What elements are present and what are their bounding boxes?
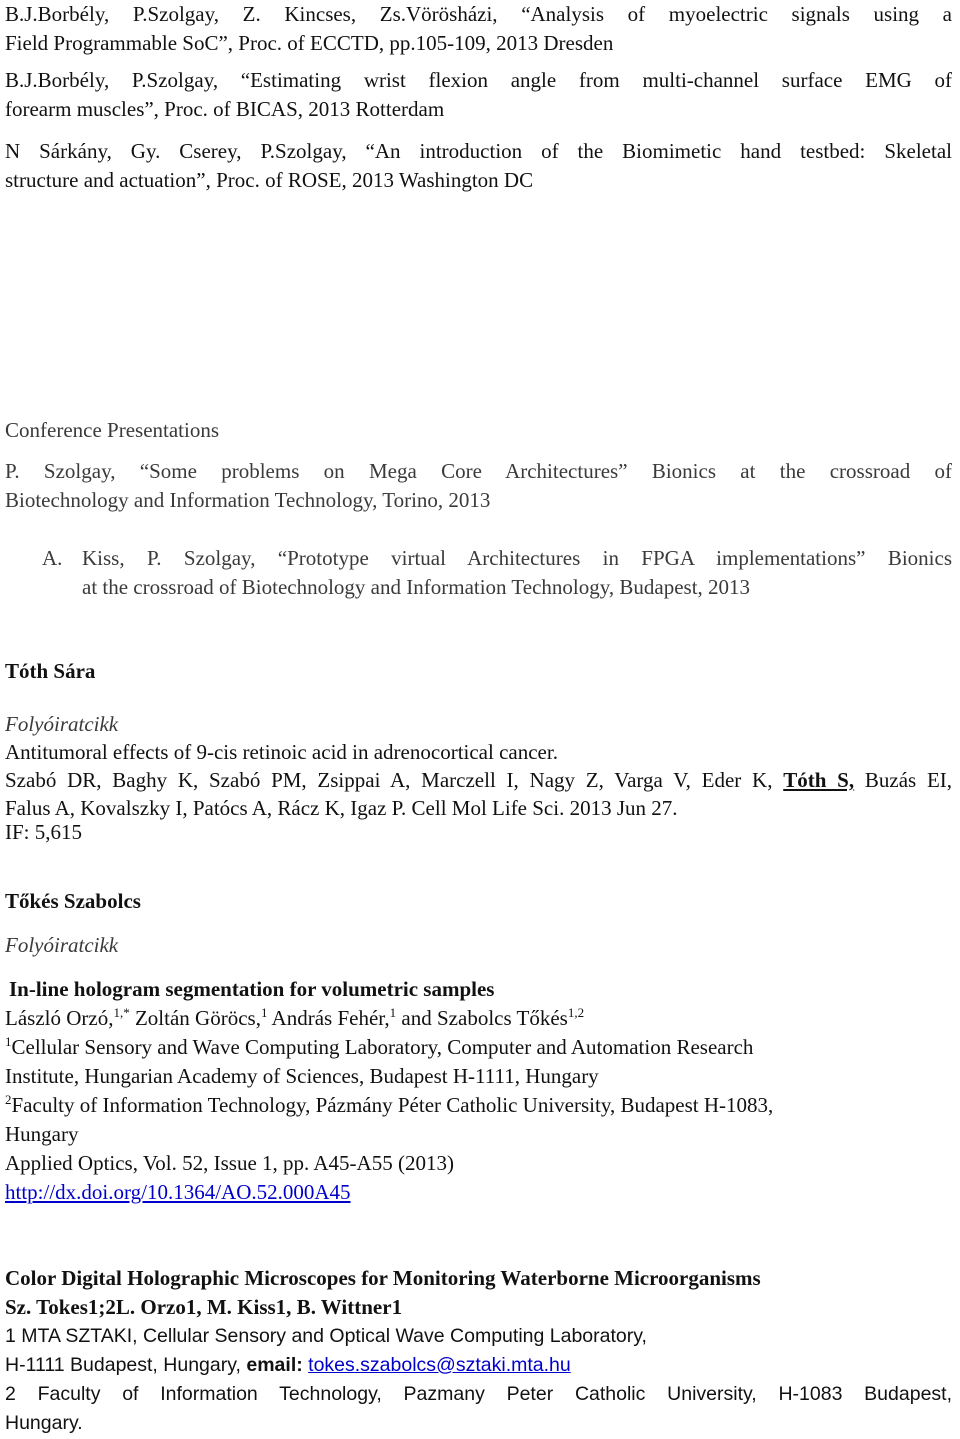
doi-row: [5, 1178, 952, 1207]
affiliation-mark: 1,2: [567, 1005, 585, 1020]
affiliation-mark: 2: [5, 1092, 12, 1107]
conference-entry-marker: A.: [42, 546, 63, 570]
author: László Orzó,: [5, 1006, 114, 1030]
publication-entry-line: structure and actuation”, Proc. of ROSE, 2013 Washington DC: [5, 168, 534, 192]
affiliation-text: H-1111 Budapest, Hungary,: [5, 1354, 241, 1376]
article-authors-cont: Falus A, Kovalszky I, Patócs A, Rácz K, Igaz P. Cell Mol Life Sci. 2013 Jun 27.: [5, 796, 678, 820]
conference-entry-line: Kiss, P. Szolgay, “Prototype virtual Architectures in FPGA implementations” Bionics: [82, 546, 952, 570]
journal-citation: Applied Optics, Vol. 52, Issue 1, pp. A45-A55 (2013): [5, 1151, 454, 1175]
article-authors: Sz. Tokes1;2L. Orzo1, M. Kiss1, B. Wittner1: [5, 1295, 403, 1319]
author: Zoltán Göröcs,: [134, 1006, 261, 1030]
author-list: Szabó DR, Baghy K, Szabó PM, Zsippai A, Marczell I, Nagy Z, Varga V, Eder K,: [5, 768, 773, 792]
author: András Fehér,: [271, 1006, 390, 1030]
affiliation-mark: 1: [389, 1005, 397, 1020]
email-label: email:: [246, 1354, 303, 1376]
affiliation: [5, 1033, 952, 1062]
article-title: In-line hologram segmentation for volumetric samples: [9, 977, 495, 1001]
category-label: Folyóiratcikk: [5, 712, 119, 736]
publication-entry-line: forearm muscles”, Proc. of BICAS, 2013 Rotterdam: [5, 97, 445, 121]
conference-entry-line: Biotechnology and Information Technology, Torino, 2013: [5, 488, 491, 512]
affiliation: 1 MTA SZTAKI, Cellular Sensory and Optical Wave Computing Laboratory,: [5, 1325, 647, 1347]
article-authors: [5, 766, 952, 795]
author: and Szabolcs Tőkés: [401, 1006, 568, 1030]
conference-entry-line: P. Szolgay, “Some problems on Mega Core Architectures” Bionics at the crossroad of: [5, 459, 952, 483]
highlighted-author: Tóth S,: [783, 768, 855, 792]
author-list: Buzás EI,: [864, 768, 953, 792]
affiliation-email-row: [5, 1351, 952, 1380]
category-label: Folyóiratcikk: [5, 933, 119, 957]
affiliation-mark: 1,*: [113, 1005, 130, 1020]
email-link[interactable]: tokes.szabolcs@sztaki.mta.hu: [308, 1354, 571, 1376]
affiliation-cont: Hungary.: [5, 1412, 83, 1434]
affiliation-cont: Hungary: [5, 1122, 79, 1146]
affiliation-mark: 1: [260, 1005, 268, 1020]
affiliation-cont: Institute, Hungarian Academy of Sciences, Budapest H-1111, Hungary: [5, 1064, 599, 1088]
conference-entry-line: at the crossroad of Biotechnology and Information Technology, Budapest, 2013: [82, 575, 751, 599]
article-title: Antitumoral effects of 9-cis retinoic acid in adrenocortical cancer.: [5, 740, 558, 764]
affiliation-text: Cellular Sensory and Wave Computing Laboratory, Computer and Automation Research: [11, 1035, 754, 1059]
affiliation: [5, 1091, 952, 1120]
publication-entry-line: B.J.Borbély, P.Szolgay, Z. Kincses, Zs.Vörösházi, “Analysis of myoelectric signals using a: [5, 2, 952, 26]
doi-link[interactable]: http://dx.doi.org/10.1364/AO.52.000A45: [5, 1180, 351, 1204]
affiliation-mark: 1: [5, 1034, 12, 1049]
article-authors: [5, 1004, 952, 1033]
person-heading: Tóth Sára: [5, 659, 96, 683]
publication-entry-line: N Sárkány, Gy. Cserey, P.Szolgay, “An introduction of the Biomimetic hand testbed: Skeletal: [5, 139, 952, 163]
affiliation: 2 Faculty of Information Technology, Pazmany Peter Catholic University, H-1083 Budapest,: [5, 1383, 952, 1405]
impact-factor: IF: 5,615: [5, 820, 83, 844]
section-heading-conference: Conference Presentations: [5, 418, 220, 442]
publication-entry-line: B.J.Borbély, P.Szolgay, “Estimating wrist flexion angle from multi-channel surface EMG of: [5, 68, 952, 92]
affiliation-text: Faculty of Information Technology, Pázmány Péter Catholic University, Budapest H-1083,: [11, 1093, 774, 1117]
person-heading: Tőkés Szabolcs: [5, 889, 141, 913]
publication-entry-line: Field Programmable SoC”, Proc. of ECCTD, pp.105-109, 2013 Dresden: [5, 31, 614, 55]
article-title: Color Digital Holographic Microscopes for Monitoring Waterborne Microorganisms: [5, 1266, 761, 1290]
